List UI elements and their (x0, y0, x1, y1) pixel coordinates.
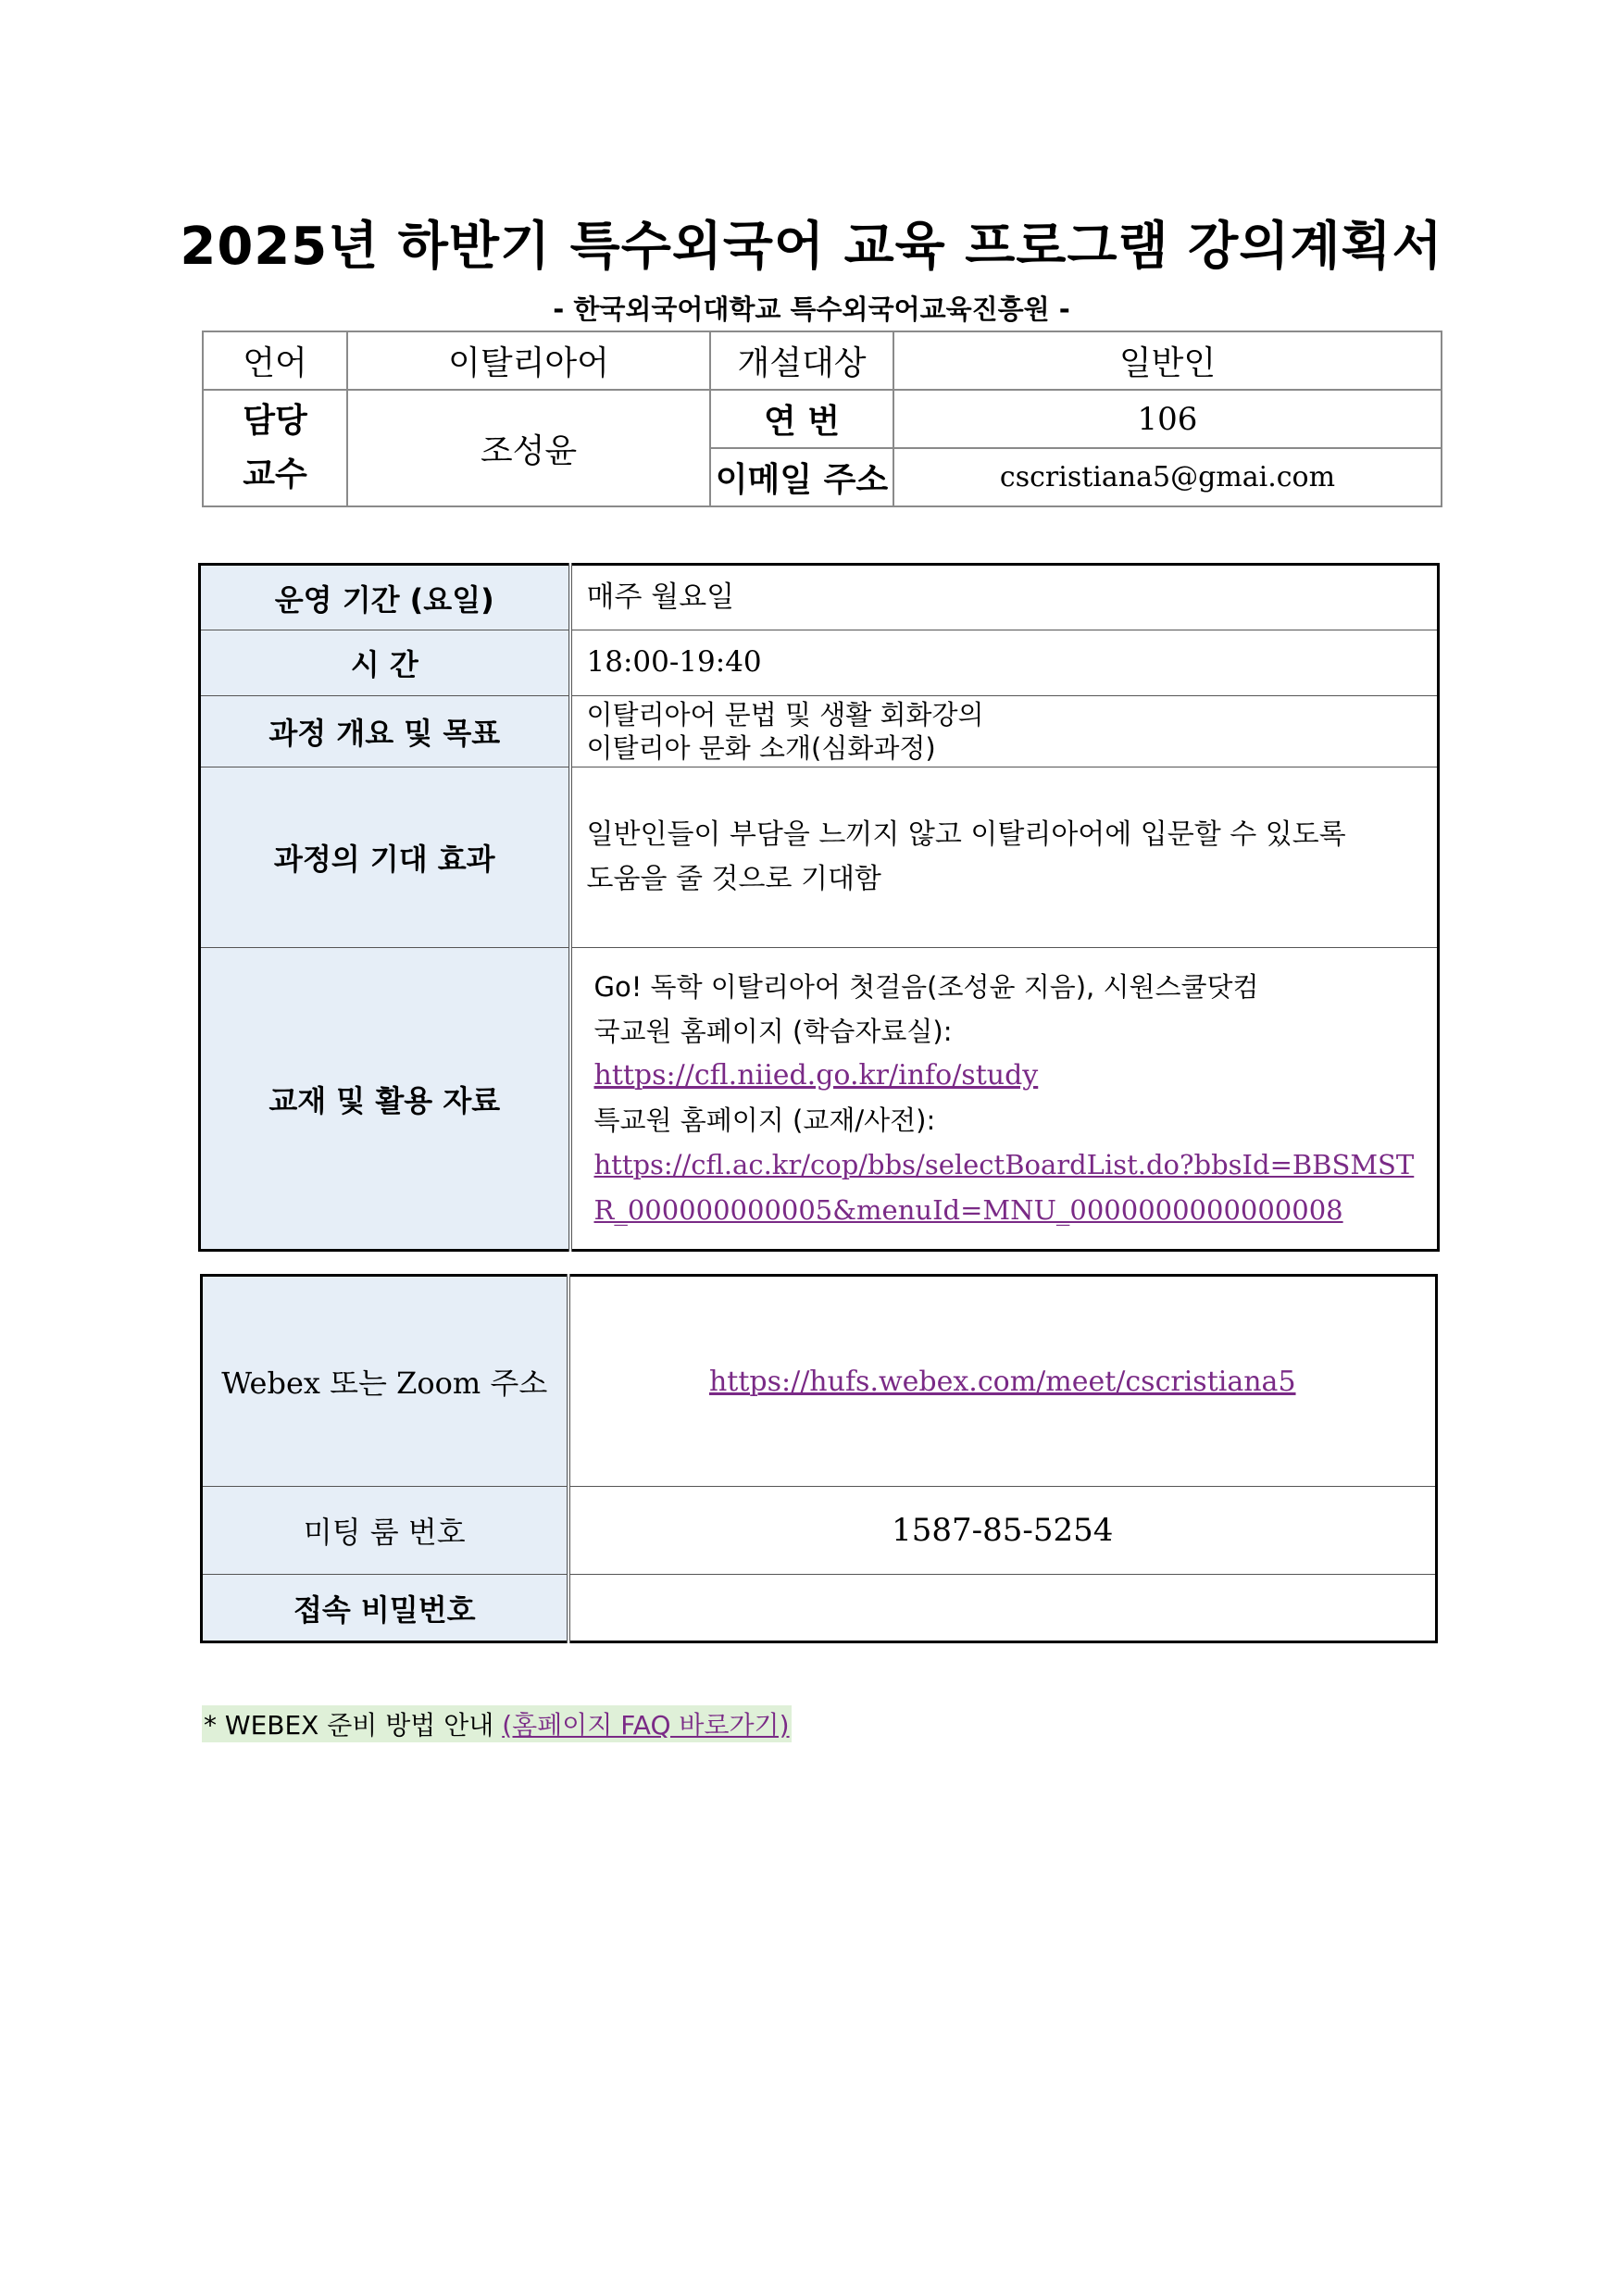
overview-line-1: 이탈리아어 문법 및 생활 회화강의 (586, 699, 984, 730)
textbook-dictionary-link[interactable] (594, 1149, 1415, 1226)
faq-link[interactable]: (홈페이지 FAQ 바로가기) (502, 1710, 790, 1741)
page-subtitle: - 한국외국어대학교 특수외국어교육진흥원 - (553, 293, 1070, 325)
language-value: 이탈리아어 (347, 331, 710, 390)
password-value (568, 1575, 1437, 1642)
study-materials-link[interactable]: https://cfl.niied.go.kr/info/study (593, 1058, 1039, 1092)
email-label: 이메일 주소 (710, 448, 893, 506)
password-label: 접속 비밀번호 (202, 1575, 568, 1642)
materials-line-2: 국교원 홈페이지 (학습자료실): (593, 1015, 953, 1047)
professor-value: 조성윤 (347, 390, 710, 506)
overview-line-2: 이탈리아 문화 소개(심화과정) (586, 732, 936, 764)
meeting-url-label: Webex 또는 Zoom 주소 (202, 1276, 568, 1487)
language-label: 언어 (203, 331, 347, 390)
effect-value (570, 767, 1439, 948)
meeting-room-label: 미팅 룸 번호 (202, 1487, 568, 1575)
professor-label-line1: 담당 (243, 402, 307, 440)
time-value: 18:00-19:40 (570, 630, 1439, 696)
professor-label-line2: 교수 (243, 455, 307, 493)
period-label: 운영 기간 (요일) (200, 565, 570, 630)
period-value: 매주 월요일 (570, 565, 1439, 630)
target-value: 일반인 (893, 331, 1442, 390)
page-title: 2025년 하반기 특수외국어 교육 프로그램 강의계획서 (180, 217, 1443, 277)
overview-value (570, 696, 1439, 767)
webex-meeting-link[interactable]: https://hufs.webex.com/meet/cscristiana5 (708, 1366, 1296, 1398)
effect-label: 과정의 기대 효과 (200, 767, 570, 948)
materials-line-1: Go! 독학 이탈리아어 첫걸음(조성윤 지음), 시원스쿨닷컴 (593, 970, 1259, 1003)
textbook-link-part-1[interactable]: https://cfl.ac.kr/cop/bbs/selectBoardList.do?bbsId=BBSMST (593, 1148, 1415, 1180)
meeting-room-value: 1587-85-5254 (568, 1487, 1437, 1575)
effect-line-1: 일반인들이 부담을 느끼지 않고 이탈리아어에 입문할 수 있도록 (586, 818, 1346, 851)
number-value: 106 (893, 390, 1442, 448)
materials-value (570, 948, 1439, 1251)
webex-guide-text: * WEBEX 준비 방법 안내 (204, 1710, 503, 1741)
effect-line-2: 도움을 줄 것으로 기대함 (586, 863, 881, 895)
textbook-link-part-2[interactable]: R_000000000005&menuId=MNU_0000000000000008 (593, 1193, 1343, 1226)
online-meeting-table (200, 1274, 1438, 1643)
course-details-table (198, 563, 1440, 1252)
email-value: cscristiana5@gmai.com (893, 448, 1442, 506)
overview-label: 과정 개요 및 목표 (200, 696, 570, 767)
course-info-table (202, 331, 1442, 507)
time-label: 시 간 (200, 630, 570, 696)
materials-line-3: 특교원 홈페이지 (교재/사전): (593, 1104, 936, 1136)
target-label: 개설대상 (710, 331, 893, 390)
number-label: 연 번 (710, 390, 893, 448)
professor-label (203, 390, 347, 506)
materials-label: 교재 및 활용 자료 (200, 948, 570, 1251)
webex-guide-note (202, 1705, 792, 1742)
